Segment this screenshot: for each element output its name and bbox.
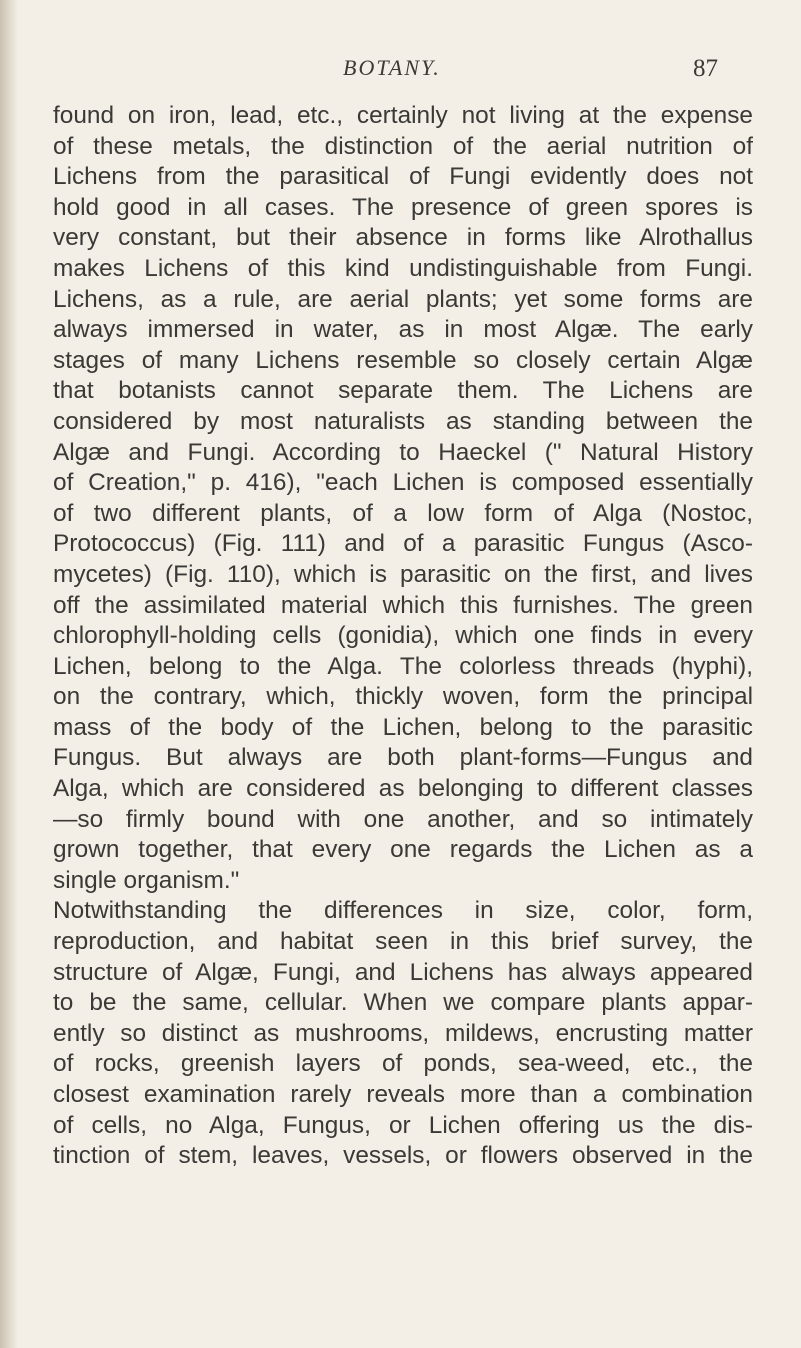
running-head: [0, 55, 801, 95]
text-line: mass of the body of the Lichen, belong to the parasitic: [53, 713, 753, 741]
body-text: [53, 101, 753, 1172]
text-line: of cells, no Alga, Fungus, or Lichen offering us the dis-: [53, 1111, 753, 1139]
text-line: chlorophyll-holding cells (gonidia), which one finds in every: [53, 622, 753, 650]
text-line: of two different plants, of a low form of Alga (Nostoc,: [53, 499, 753, 527]
text-line: stages of many Lichens resemble so closely certain Algæ: [53, 346, 753, 374]
text-line: Notwithstanding the differences in size, color, form,: [53, 897, 753, 925]
text-line: off the assimilated material which this furnishes. The green: [53, 591, 753, 619]
running-title: BOTANY.: [343, 55, 441, 80]
text-line: tinction of stem, leaves, vessels, or flowers observed in the: [53, 1142, 753, 1170]
text-line: Protococcus) (Fig. 111) and of a parasitic Fungus (Asco-: [53, 530, 753, 558]
page-edge-shadow: [0, 0, 18, 1348]
text-line: Alga, which are considered as belonging to different classes: [53, 775, 753, 803]
text-line: considered by most naturalists as standing between the: [53, 407, 753, 435]
text-line: Fungus. But always are both plant-forms—Fungus and: [53, 744, 753, 772]
text-line: Algæ and Fungi. According to Haeckel (" Natural History: [53, 438, 753, 466]
text-line: mycetes) (Fig. 110), which is parasitic on the first, and lives: [53, 560, 753, 588]
text-line: Lichen, belong to the Alga. The colorless threads (hyphi),: [53, 652, 753, 680]
text-line: that botanists cannot separate them. The Lichens are: [53, 377, 753, 405]
text-line: grown together, that every one regards the Lichen as a: [53, 836, 753, 864]
text-line: to be the same, cellular. When we compare plants appar-: [53, 989, 753, 1017]
text-line: structure of Algæ, Fungi, and Lichens has always appeared: [53, 958, 753, 986]
text-line: always immersed in water, as in most Algæ. The early: [53, 316, 753, 344]
text-line: on the contrary, which, thickly woven, form the principal: [53, 683, 753, 711]
text-line: of these metals, the distinction of the aerial nutrition of: [53, 132, 753, 160]
text-line: Lichens, as a rule, are aerial plants; yet some forms are: [53, 285, 753, 313]
text-line: closest examination rarely reveals more than a combination: [53, 1081, 753, 1108]
page-number: 87: [693, 55, 718, 82]
text-line: of rocks, greenish layers of ponds, sea-weed, etc., the: [53, 1050, 753, 1078]
text-line: very constant, but their absence in forms like Alrothallus: [53, 224, 753, 252]
text-line: —so firmly bound with one another, and so intimately: [53, 805, 753, 833]
text-line: single organism.": [53, 866, 240, 894]
text-line: hold good in all cases. The presence of green spores is: [53, 193, 753, 221]
text-line: ently so distinct as mushrooms, mildews, encrusting matter: [53, 1019, 753, 1047]
text-line: Lichens from the parasitical of Fungi evidently does not: [53, 163, 753, 191]
text-line: of Creation," p. 416), "each Lichen is composed essentially: [53, 469, 753, 497]
text-line: found on iron, lead, etc., certainly not living at the expense: [53, 102, 753, 129]
text-line: makes Lichens of this kind undistinguishable from Fungi.: [53, 254, 753, 282]
text-line: reproduction, and habitat seen in this brief survey, the: [53, 928, 753, 956]
